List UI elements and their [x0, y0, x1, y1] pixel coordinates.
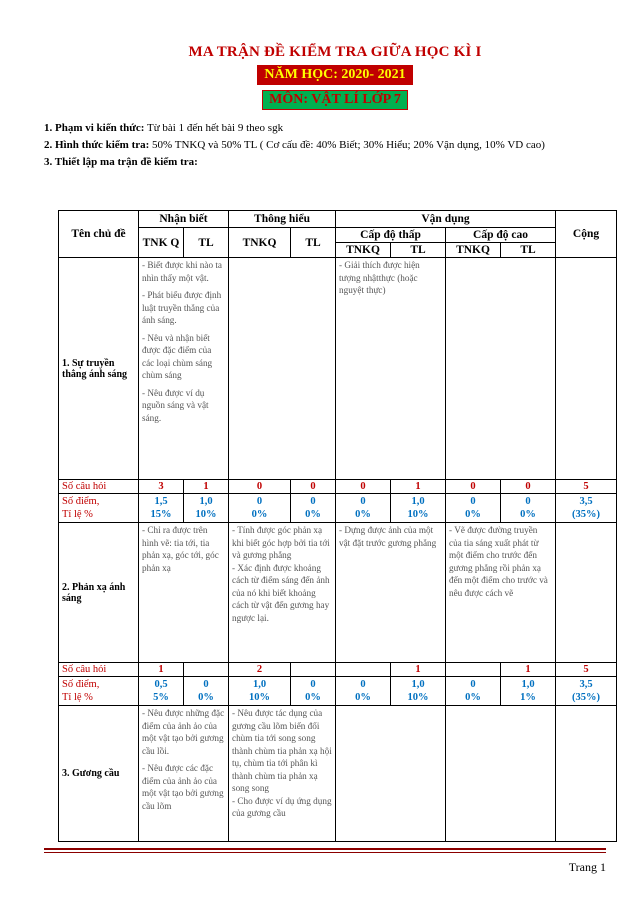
header-cao-tl: TL — [501, 243, 556, 258]
footer-rule — [44, 848, 606, 850]
topic-2-cong — [556, 523, 617, 663]
document-header — [0, 44, 640, 110]
intro-section — [44, 120, 545, 171]
header-thap-tl: TL — [391, 243, 446, 258]
header-van-dung: Vận dụng — [336, 211, 556, 228]
matrix-heading: 3. Thiết lập ma trận đề kiểm tra: — [44, 156, 198, 168]
topic-1-name: 1. Sự truyền thẳng ánh sáng — [59, 258, 139, 480]
topic-3-cong — [556, 706, 617, 842]
topic-2-score-row: Số điểm, Tỉ lệ % 0,5 5% 0 0% 1,0 10% 0 0% 0 0% 1,0 10% 0 0% 1,0 1% 3,5 (35%) — [59, 677, 617, 706]
topic-3-thong-hieu: - Nêu được tác dụng của gương cầu lõm biến đổi chùm tia tới song song thành chùm tia phản xạ hội tụ, chùm tia tới phân kì thành chùm tia phản xạ song song - Cho được ví dụ ứng dụng của gương cầu — [229, 706, 336, 842]
header-th-tl: TL — [291, 228, 336, 258]
topic-2-name: 2. Phản xạ ánh sáng — [59, 523, 139, 663]
topic-1-nhan-biet: - Biết được khi nào ta nhìn thấy một vật. - Phát biểu được định luật truyền thẳng của ánh sáng. - Nêu và nhận biết được đặc điểm của các loại chùm sáng chùm sáng - Nêu được ví dụ nguồn sáng và vật sáng. — [139, 258, 229, 480]
topic-1-vd-thap: - Giải thích được hiện tượng nhậtthực (hoặc nguyệt thực) — [336, 258, 446, 480]
topic-2-nhan-biet: - Chỉ ra được trên hình vẽ: tia tới, tia phản xạ, góc tới, góc phản xạ — [139, 523, 229, 663]
scope-line: 1. Phạm vi kiến thức: Từ bài 1 đến hết bài 9 theo sgk — [44, 122, 284, 134]
topic-1-vd-cao — [446, 258, 556, 480]
topic-3-nhan-biet: - Nêu được những đặc điểm của ảnh ảo của một vật tạo bởi gương cầu lồi. - Nêu được các đặc điểm của ảnh ảo của một vật tạo bởi gương cầu lõm — [139, 706, 229, 842]
topic-1-score-row: Số điểm, Tỉ lệ % 1,5 15% 1,0 10% 0 0% 0 0% 0 0% 1,0 10% 0 0% 0 0% 3,5 (35%) — [59, 494, 617, 523]
format-line: 2. Hình thức kiểm tra: 50% TNKQ và 50% TL ( Cơ cấu đề: 40% Biết; 30% Hiểu; 20% Vận dụng, 10% VD cao) — [44, 139, 545, 151]
topic-2-thong-hieu: - Tính được góc phản xạ khi biết góc hợp bởi tia tới và gương phẳng - Xác định được khoảng cách từ điểm sáng đến ảnh của nó khi biết khoảng cách từ vật đến gương hay ngược lại. — [229, 523, 336, 663]
header-thong-hieu: Thông hiểu — [229, 211, 336, 228]
school-year: NĂM HỌC: 2020- 2021 — [257, 65, 412, 85]
topic-2-vd-cao: - Vẽ được đường truyền của tia sáng xuất phát từ một điểm cho trước đến gương phẳng rồi phản xạ đến một điểm cho trước và nêu được cách vẽ — [446, 523, 556, 663]
topic-3-name: 3. Gương cầu — [59, 706, 139, 842]
topic-2-vd-thap: - Dựng được ảnh của một vật đặt trước gương phẳng — [336, 523, 446, 663]
topic-2-count-row: Số câu hỏi 1 2 1 1 5 — [59, 663, 617, 677]
topic-1-thong-hieu — [229, 258, 336, 480]
header-nb-tnkq: TNK Q — [139, 228, 184, 258]
document-title: MA TRẬN ĐỀ KIỂM TRA GIỮA HỌC KÌ I — [188, 44, 482, 60]
page-number: Trang 1 — [568, 860, 606, 874]
topic-1-count-row: Số câu hỏi 3 1 0 0 0 1 0 0 5 — [59, 480, 617, 494]
header-topic: Tên chủ đề — [59, 211, 139, 258]
footer-rule-thin — [44, 852, 606, 853]
header-nhan-biet: Nhận biết — [139, 211, 229, 228]
header-cap-do-cao: Cấp độ cao — [446, 228, 556, 243]
topic-3-vd-thap — [336, 706, 446, 842]
header-cao-tnkq: TNKQ — [446, 243, 501, 258]
header-cap-do-thap: Cấp độ thấp — [336, 228, 446, 243]
subject-label: MÔN: VẬT LÍ LỚP 7 — [262, 90, 408, 110]
header-th-tnkq: TNKQ — [229, 228, 291, 258]
header-cong: Cộng — [556, 211, 617, 258]
topic-1-cong — [556, 258, 617, 480]
topic-3-vd-cao — [446, 706, 556, 842]
exam-matrix-table — [58, 210, 617, 842]
header-thap-tnkq: TNKQ — [336, 243, 391, 258]
header-nb-tl: TL — [184, 228, 229, 258]
